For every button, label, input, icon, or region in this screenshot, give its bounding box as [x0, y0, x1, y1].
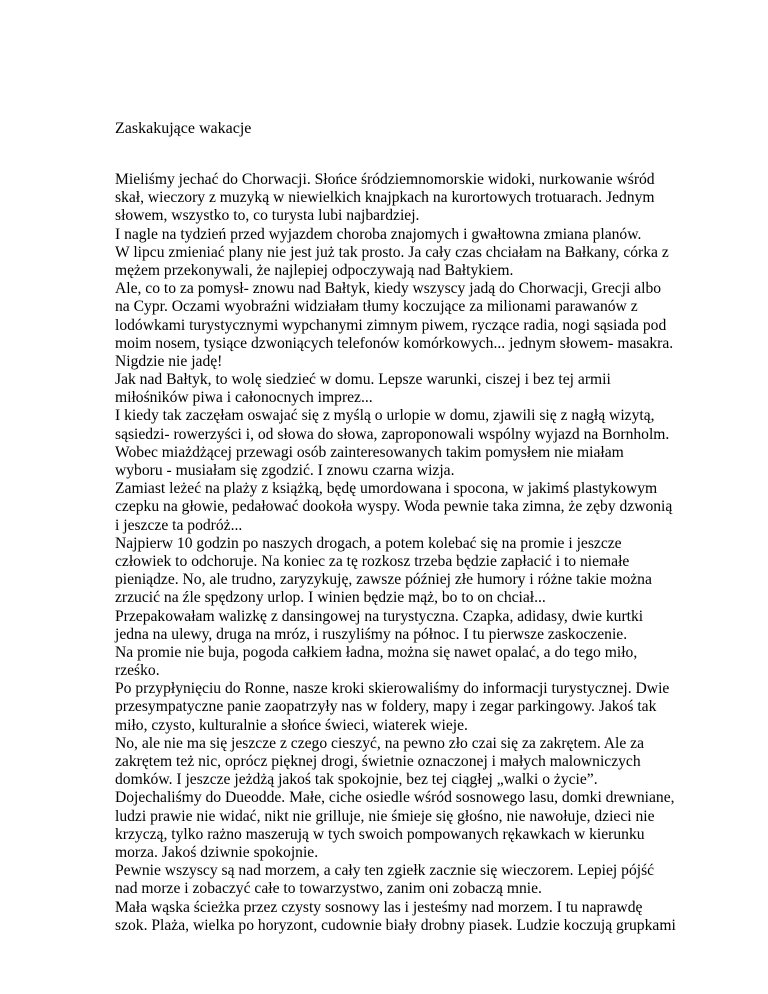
text-line: skał, wieczory z muzyką w niewielkich knajpkach na kurortowych trotuarach. Jednym — [115, 189, 655, 207]
text-line: Przepakowałam walizkę z dansingowej na turystyczna. Czapka, adidasy, dwie kurtki — [115, 607, 644, 625]
text-line: czepku na głowie, pedałować dookoła wyspy. Woda pewnie taka zimna, że zęby dzwonią — [115, 498, 673, 516]
document-title: Zaskakujące wakacje — [115, 120, 252, 137]
text-line: I kiedy tak zaczęłam oswajać się z myślą o urlopie w domu, zjawili się z nagłą wizytą, — [115, 407, 655, 425]
text-line: I nagle na tydzień przed wyjazdem choroba znajomych i gwałtowna zmiana planów. — [115, 225, 642, 243]
text-line: Wobec miażdżącej przewagi osób zainteresowanych takim pomysłem nie miałam — [115, 443, 624, 461]
text-line: mężem przekonywali, że najlepiej odpoczywają nad Bałtykiem. — [115, 261, 514, 279]
text-line: na Cypr. Oczami wyobraźni widziałam tłumy koczujące za milionami parawanów z — [115, 298, 638, 316]
text-line: sąsiedzi- rowerzyści i, od słowa do słowa, zaproponowali wspólny wyjazd na Bornholm. — [115, 425, 670, 443]
text-line: miło, czysto, kulturalnie a słońce świeci, wiaterek wieje. — [115, 716, 468, 734]
text-line: Nigdzie nie jadę! — [115, 352, 223, 370]
text-line: W lipcu zmieniać plany nie jest już tak prosto. Ja cały czas chciałam na Bałkany, córka z — [115, 243, 669, 261]
text-line: Ale, co to za pomysł- znowu nad Bałtyk, kiedy wszyscy jadą do Chorwacji, Grecji albo — [115, 280, 662, 298]
text-line: przesympatyczne panie zaopatrzyły nas w foldery, mapy i zegar parkingowy. Jakoś tak — [115, 698, 657, 716]
text-line: lodówkami turystycznymi wypchanymi zimnym piwem, ryczące radia, nogi sąsiada pod — [115, 316, 667, 334]
text-line: słowem, wszystko to, co turysta lubi najbardziej. — [115, 207, 420, 225]
text-line: zakrętem też nic, oprócz pięknej drogi, świetnie oznaczonej i małych malowniczych — [115, 753, 641, 770]
text-line: ludzi prawie nie widać, nikt nie grilluje, nie śmieje się głośno, nie nawołuje, dzieci nie — [115, 807, 655, 825]
text-line: domków. I jeszcze jeżdżą jakoś tak spokojnie, bez tej ciągłej „walki o życie”. — [115, 771, 598, 789]
text-line: Pewnie wszyscy są nad morzem, a cały ten zgiełk zacznie się wieczorem. Lepiej pójść — [115, 862, 655, 880]
text-line: Po przypłynięciu do Ronne, nasze kroki skierowaliśmy do informacji turystycznej. Dwie — [115, 680, 670, 698]
text-line: i jeszcze ta podróż... — [115, 516, 243, 534]
text-line: Najpierw 10 godzin po naszych drogach, a potem kolebać się na promie i jeszcze — [115, 534, 622, 552]
text-line: No, ale nie ma się jeszcze z czego cieszyć, na pewno zło czai się za zakrętem. Ale za — [115, 734, 645, 752]
text-line: morza. Jakoś dziwnie spokojnie. — [115, 843, 319, 861]
text-line: człowiek to odchoruje. Na koniec za tę rozkosz trzeba będzie zapłacić i to niemałe — [115, 552, 630, 570]
text-line: nad morze i zobaczyć całe to towarzystwo, zanim oni zobaczą mnie. — [115, 880, 542, 898]
text-line: pieniądze. No, ale trudno, zaryzykuję, zawsze później złe humory i różne takie można — [115, 571, 652, 589]
text-line: szok. Plaża, wielka po horyzont, cudownie biały drobny piasek. Ludzie koczują grupkami — [115, 916, 676, 934]
text-line: rześko. — [115, 662, 160, 680]
document-body — [115, 171, 675, 935]
text-line: zrzucić na źle spędzony urlop. I winien będzie mąż, bo to on chciał... — [115, 589, 546, 607]
text-line: moim nosem, tysiące dzwoniących telefonów komórkowych... jednym słowem- masakra. — [115, 334, 674, 352]
text-line: miłośników piwa i całonocnych imprez... — [115, 389, 373, 407]
text-line: wyboru - musiałam się zgodzić. I znowu czarna wizja. — [115, 462, 455, 479]
text-line: Zamiast leżeć na plaży z książką, będę umordowana i spocona, w jakimś plastykowym — [115, 480, 658, 498]
text-line: Jak nad Bałtyk, to wolę siedzieć w domu. Lepsze warunki, ciszej i bez tej armii — [115, 371, 611, 389]
text-line: jedna na ulewy, druga na mróz, i ruszyliśmy na północ. I tu pierwsze zaskoczenie. — [115, 625, 628, 643]
text-line: Na promie nie buja, pogoda całkiem ładna, można się nawet opalać, a do tego miło, — [115, 643, 638, 661]
text-line: Dojechaliśmy do Dueodde. Małe, ciche osiedle wśród sosnowego lasu, domki drewniane, — [115, 789, 675, 807]
text-line: Mała wąska ścieżka przez czysty sosnowy las i jesteśmy nad morzem. I tu naprawdę — [115, 898, 643, 916]
text-line: Mieliśmy jechać do Chorwacji. Słońce śródziemnomorskie widoki, nurkowanie wśród — [115, 171, 655, 188]
text-line: krzyczą, tylko rażno maszerują w tych swoich pompowanych rękawkach w kierunku — [115, 825, 645, 843]
